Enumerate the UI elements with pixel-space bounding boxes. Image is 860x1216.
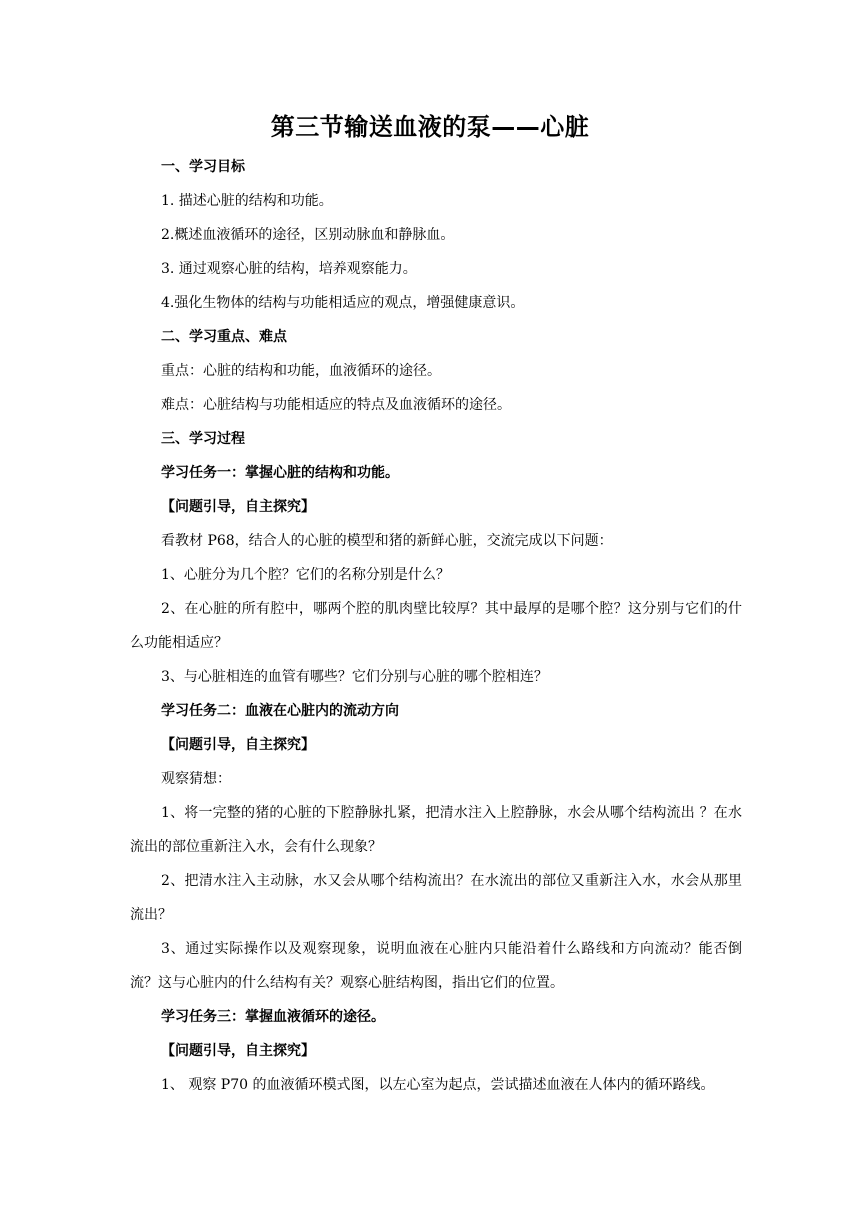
difficult-point: 难点：心脏结构与功能相适应的特点及血液循环的途径。 [161,397,511,413]
task2-question-3: 3、通过实际操作以及观察现象，说明血液在心脏内只能沿着什么路线和方向流动？能否倒流？这与心脏内的什么结构有关？观察心脏结构图，指出它们的位置。 [130,941,742,991]
key-point: 重点：心脏的结构和功能，血液循环的途径。 [161,363,441,379]
document-title: 第三节输送血液的泵——心脏 [270,113,590,141]
task3-guide: 【问题引导，自主探究】 [161,1043,315,1059]
goal-item-3: 3. 通过观察心脏的结构，培养观察能力。 [161,261,417,277]
section-heading-goals: 一、学习目标 [161,159,245,175]
task1-heading: 学习任务一：掌握心脏的结构和功能。 [161,465,399,481]
section-heading-process: 三、学习过程 [161,431,245,447]
task2-heading: 学习任务二：血液在心脏内的流动方向 [161,703,399,719]
task1-question-3: 3、与心脏相连的血管有哪些？它们分别与心脏的哪个腔相连？ [161,669,548,685]
goal-item-1: 1. 描述心脏的结构和功能。 [161,193,333,209]
task3-heading: 学习任务三：掌握血液循环的途径。 [161,1009,385,1025]
task3-question-1: 1、 观察 P70 的血液循环模式图，以左心室为起点，尝试描述血液在人体内的循环路线。 [161,1077,715,1093]
section-heading-key-points: 二、学习重点、难点 [161,329,287,345]
task1-question-2: 2、在心脏的所有腔中，哪两个腔的肌肉壁比较厚？其中最厚的是哪个腔？这分别与它们的什么功能相适应？ [130,601,742,651]
goal-item-4: 4.强化生物体的结构与功能相适应的观点，增强健康意识。 [161,295,525,311]
task1-intro: 看教材 P68，结合人的心脏的模型和猪的新鲜心脏，交流完成以下问题： [161,533,613,549]
task1-question-1: 1、心脏分为几个腔？它们的名称分别是什么？ [161,567,450,583]
task2-guide: 【问题引导，自主探究】 [161,737,315,753]
task2-intro: 观察猜想： [161,771,231,787]
goal-item-2: 2.概述血液循环的途径，区别动脉血和静脉血。 [161,227,455,243]
task1-guide: 【问题引导，自主探究】 [161,499,315,515]
task2-question-1: 1、将一完整的猪的心脏的下腔静脉扎紧，把清水注入上腔静脉，水会从哪个结构流出 ？在水流出的部位重新注入水，会有什么现象？ [130,805,742,855]
task2-question-2: 2、把清水注入主动脉，水又会从哪个结构流出？在水流出的部位又重新注入水，水会从那里流出？ [130,873,742,923]
